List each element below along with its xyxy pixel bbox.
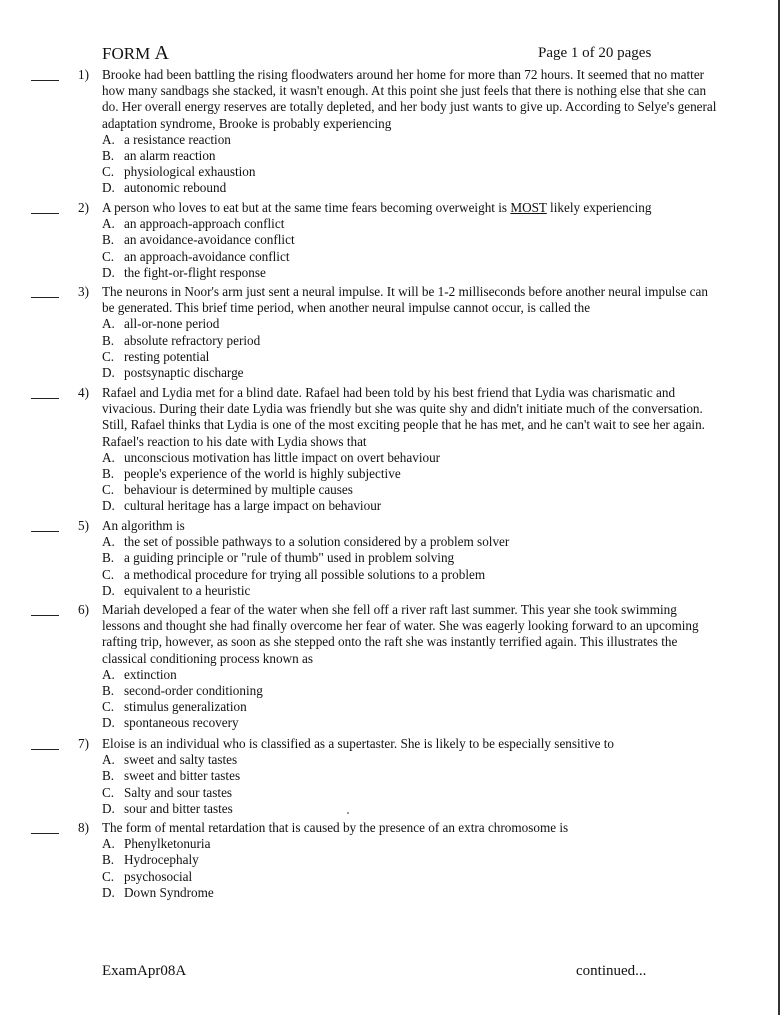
option-d	[102, 801, 702, 817]
option-b	[102, 683, 702, 699]
option-text: the set of possible pathways to a solution considered by a problem solver	[124, 534, 510, 550]
emphasis-most: MOST	[510, 200, 547, 215]
question-number: 2)	[78, 200, 89, 215]
answer-blank[interactable]	[31, 531, 59, 532]
question-number: 5)	[78, 518, 89, 533]
option-text: equivalent to a heuristic	[124, 582, 251, 598]
option-text: Down Syndrome	[124, 884, 214, 900]
question-stem: The neurons in Noor's arm just sent a neural impulse. It will be 1-2 milliseconds before another neural impulse can be generated. This brief time period, when another neural impulse cannot occur, is called the	[102, 284, 708, 316]
option-c	[102, 349, 702, 365]
speck-mark	[347, 812, 349, 814]
option-c	[102, 249, 702, 265]
option-letter: A.	[102, 449, 115, 465]
question-number: 1)	[78, 67, 89, 82]
option-b	[102, 333, 702, 349]
answer-options	[102, 667, 702, 732]
answer-blank[interactable]	[31, 398, 59, 399]
answer-blank[interactable]	[31, 297, 59, 298]
question-stem: Eloise is an individual who is classified as a supertaster. She is likely to be especially sensitive to	[102, 736, 615, 751]
option-letter: B.	[102, 550, 115, 566]
option-letter: C.	[102, 699, 115, 715]
option-text: second-order conditioning	[124, 682, 263, 698]
form-label: FORM	[102, 44, 151, 63]
option-b	[102, 550, 702, 566]
option-b	[102, 232, 702, 248]
stem-text-end: likely experiencing	[546, 200, 652, 215]
option-letter: C.	[102, 482, 115, 498]
option-letter: B.	[102, 682, 115, 698]
option-text: postsynaptic discharge	[124, 364, 244, 380]
option-d	[102, 265, 702, 281]
question-stem	[102, 200, 718, 216]
option-text: absolute refractory period	[124, 332, 261, 348]
option-letter: B.	[102, 232, 115, 248]
page-edge-line	[778, 0, 780, 1015]
answer-blank[interactable]	[31, 80, 59, 81]
answer-blank[interactable]	[31, 213, 59, 214]
page-number: Page 1 of 20 pages	[538, 45, 652, 61]
option-letter: A.	[102, 666, 115, 682]
option-d	[102, 715, 702, 731]
option-letter: D.	[102, 582, 115, 598]
answer-blank[interactable]	[31, 833, 59, 834]
answer-options	[102, 752, 702, 817]
answer-blank[interactable]	[31, 615, 59, 616]
option-a	[102, 450, 702, 466]
option-b	[102, 852, 702, 868]
option-c	[102, 869, 702, 885]
option-d	[102, 180, 702, 196]
option-text: Salty and sour tastes	[124, 784, 233, 800]
answer-options	[102, 216, 702, 281]
option-letter: C.	[102, 868, 115, 884]
option-letter: A.	[102, 752, 115, 768]
answer-options	[102, 450, 702, 515]
option-letter: D.	[102, 715, 115, 731]
option-a	[102, 216, 702, 232]
option-text: the fight-or-flight response	[124, 264, 266, 280]
option-text: behaviour is determined by multiple causes	[124, 482, 353, 498]
option-letter: D.	[102, 800, 115, 816]
option-letter: C.	[102, 784, 115, 800]
option-a	[102, 667, 702, 683]
option-d	[102, 365, 702, 381]
answer-options	[102, 316, 702, 381]
option-letter: A.	[102, 216, 115, 232]
option-text: extinction	[124, 666, 177, 682]
option-text: autonomic rebound	[124, 180, 227, 196]
page-header	[0, 42, 784, 66]
answer-options	[102, 534, 702, 599]
option-letter: A.	[102, 316, 115, 332]
option-letter: A.	[102, 534, 115, 550]
option-letter: A.	[102, 836, 115, 852]
answer-options	[102, 132, 702, 197]
question-stem: Rafael and Lydia met for a blind date. Rafael had been told by his best friend that Lydia was charismatic and vivacious. During their date Lydia was friendly but she was quite shy and didn't initiate much of the conversation. Still, Rafael thinks that Lydia is one of the most exciting people that he has met, and he can't wait to see her again. Rafael's reaction to his date with Lydia shows that	[102, 385, 705, 449]
option-d	[102, 498, 702, 514]
option-letter: D.	[102, 264, 115, 280]
option-letter: B.	[102, 147, 115, 163]
question-number: 4)	[78, 385, 89, 400]
option-letter: B.	[102, 332, 115, 348]
option-c	[102, 482, 702, 498]
option-b	[102, 768, 702, 784]
option-text: physiological exhaustion	[124, 164, 256, 180]
question-number: 8)	[78, 820, 89, 835]
stem-text: A person who loves to eat but at the same time fears becoming overweight is	[102, 200, 511, 215]
option-d	[102, 885, 702, 901]
option-text: stimulus generalization	[124, 699, 247, 715]
option-letter: D.	[102, 498, 115, 514]
option-a	[102, 316, 702, 332]
option-text: unconscious motivation has little impact on overt behaviour	[124, 449, 441, 465]
option-text: a guiding principle or "rule of thumb" used in problem solving	[124, 550, 455, 566]
option-text: psychosocial	[124, 868, 193, 884]
option-text: an alarm reaction	[124, 147, 216, 163]
option-letter: D.	[102, 884, 115, 900]
option-letter: C.	[102, 248, 115, 264]
option-text: an approach-approach conflict	[124, 216, 285, 232]
option-c	[102, 785, 702, 801]
option-text: sweet and bitter tastes	[124, 768, 241, 784]
option-c	[102, 699, 702, 715]
option-b	[102, 148, 702, 164]
option-a	[102, 752, 702, 768]
option-c	[102, 567, 702, 583]
option-text: spontaneous recovery	[124, 715, 239, 731]
option-c	[102, 164, 702, 180]
option-text: an avoidance-avoidance conflict	[124, 232, 295, 248]
option-letter: B.	[102, 852, 115, 868]
option-letter: B.	[102, 768, 115, 784]
option-text: a methodical procedure for trying all possible solutions to a problem	[124, 566, 486, 582]
option-letter: A.	[102, 131, 115, 147]
option-text: sour and bitter tastes	[124, 800, 233, 816]
question-number: 6)	[78, 602, 89, 617]
question-number: 7)	[78, 736, 89, 751]
option-d	[102, 583, 702, 599]
question-stem: The form of mental retardation that is caused by the presence of an extra chromosome is	[102, 820, 569, 835]
option-b	[102, 466, 702, 482]
option-text: a resistance reaction	[124, 131, 231, 147]
question-stem: An algorithm is	[102, 518, 185, 533]
option-letter: C.	[102, 348, 115, 364]
option-text: an approach-avoidance conflict	[124, 248, 290, 264]
option-text: sweet and salty tastes	[124, 752, 238, 768]
option-text: people's experience of the world is highly subjective	[124, 465, 401, 481]
exam-code: ExamApr08A	[102, 963, 187, 979]
continued-label: continued...	[576, 963, 647, 979]
form-letter: A	[154, 42, 169, 64]
answer-options	[102, 836, 702, 901]
option-a	[102, 132, 702, 148]
option-text: cultural heritage has a large impact on behaviour	[124, 498, 382, 514]
option-letter: D.	[102, 180, 115, 196]
option-letter: C.	[102, 164, 115, 180]
question-number: 3)	[78, 284, 89, 299]
option-a	[102, 836, 702, 852]
question-stem: Brooke had been battling the rising floodwaters around her home for more than 72 hours. It seemed that no matter how many sandbags she stacked, it wasn't enough. At this point she just feels that there is nothing else that she can do. Her overall energy reserves are totally depleted, and her body just wants to give up. According to Selye's general adaptation syndrome, Brooke is probably experiencing	[102, 67, 717, 131]
question-stem: Mariah developed a fear of the water when she fell off a river raft last summer. This year she took swimming lessons and thought she had finally overcome her fear of water. She was eagerly looking forward to an upcoming rafting trip, however, as soon as she stepped onto the raft she was instantly terrified again. This illustrates the classical conditioning process known as	[102, 602, 699, 666]
option-letter: D.	[102, 364, 115, 380]
option-text: Phenylketonuria	[124, 836, 211, 852]
option-text: all-or-none period	[124, 316, 220, 332]
option-letter: C.	[102, 566, 115, 582]
option-text: Hydrocephaly	[124, 852, 199, 868]
option-letter: B.	[102, 465, 115, 481]
option-text: resting potential	[124, 348, 210, 364]
form-title	[102, 42, 169, 65]
option-a	[102, 534, 702, 550]
answer-blank[interactable]	[31, 749, 59, 750]
